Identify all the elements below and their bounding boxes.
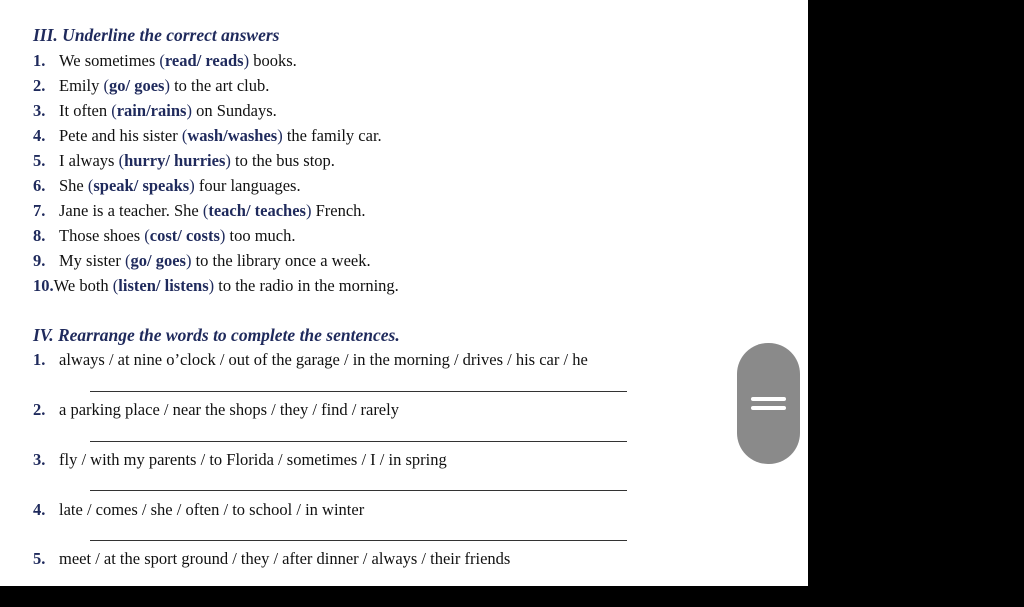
exercise-3-item: 10.We both (listen/ listens) to the radio in the morning. — [33, 276, 399, 295]
exercise-4-item: 5. meet / at the sport ground / they / after dinner / always / their friends — [33, 549, 511, 568]
exercise-3-item: 9. My sister (go/ goes) to the library once a week. — [33, 251, 371, 270]
exercise-3-item: 4. Pete and his sister (wash/washes) the family car. — [33, 126, 382, 145]
exercise-3-item: 6. She (speak/ speaks) four languages. — [33, 176, 301, 195]
exercise-4-item: 4. late / comes / she / often / to school / in winter — [33, 500, 365, 519]
exercise-3-item: 5. I always (hurry/ hurries) to the bus stop. — [33, 151, 335, 170]
section-3-title: III. Underline the correct answers — [33, 25, 280, 45]
exercise-4-item: 2. a parking place / near the shops / they / find / rarely — [33, 400, 399, 419]
section-4-title: IV. Rearrange the words to complete the sentences. — [33, 325, 400, 345]
drag-handle-icon — [751, 397, 786, 401]
exercise-4-item: 3. fly / with my parents / to Florida / sometimes / I / in spring — [33, 450, 447, 469]
drag-handle-icon — [751, 406, 786, 410]
exercise-3-item: 7. Jane is a teacher. She (teach/ teaches) French. — [33, 201, 366, 220]
answer-line[interactable] — [90, 490, 627, 491]
answer-line[interactable] — [90, 441, 627, 442]
exercise-3-item: 2. Emily (go/ goes) to the art club. — [33, 76, 270, 95]
exercise-3-item: 3. It often (rain/rains) on Sundays. — [33, 101, 277, 120]
answer-line[interactable] — [90, 540, 627, 541]
drag-handle[interactable] — [737, 343, 800, 464]
exercise-3-item: 8. Those shoes (cost/ costs) too much. — [33, 226, 296, 245]
exercise-4-item: 1. always / at nine o’clock / out of the garage / in the morning / drives / his car / he — [33, 350, 588, 369]
exercise-3-item: 1. We sometimes (read/ reads) books. — [33, 51, 297, 70]
answer-line[interactable] — [90, 391, 627, 392]
